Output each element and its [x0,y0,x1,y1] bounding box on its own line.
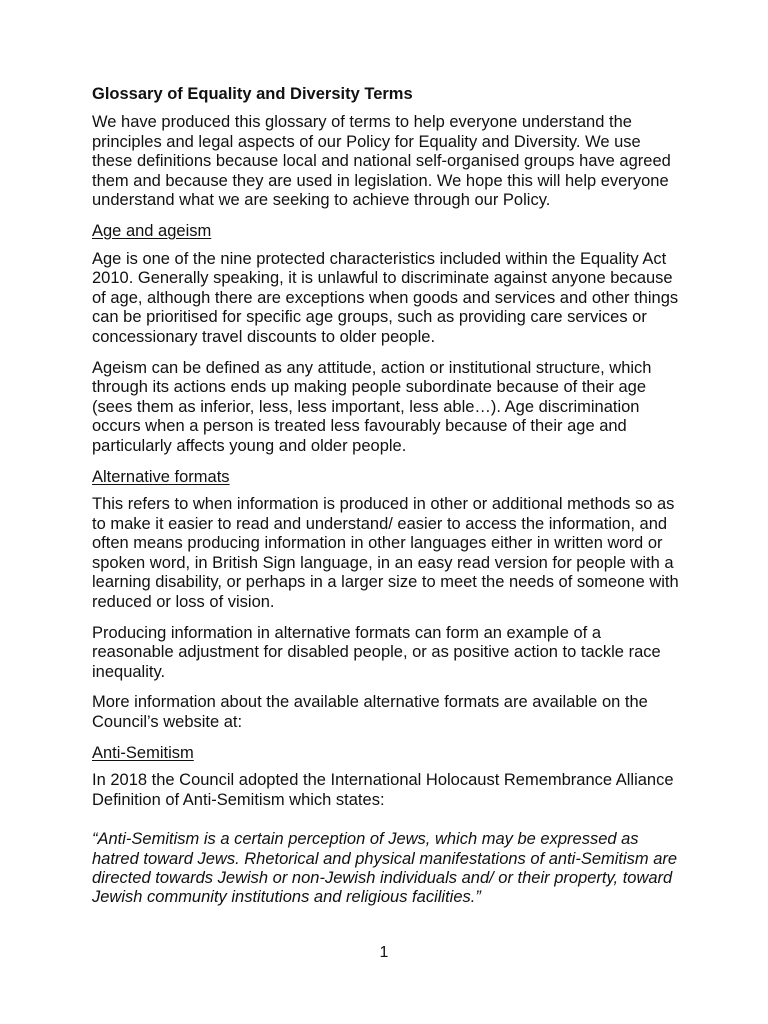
definition-quote: “Anti-Semitism is a certain perception of Jews, which may be expressed as hatred toward Jews. Rhetorical and physical manifestations of anti-Semitism are directed towards Jewish or non-Jewish individuals and/ or their property, toward Jewish community institutions and religious facilities.” [92,830,678,907]
document-title: Glossary of Equality and Diversity Terms [92,85,413,103]
document-page [92,84,680,907]
section-paragraph: More information about the available alternative formats are available on the Council’s website at: [92,693,648,732]
section-anti-semitism [92,744,680,908]
section-age-and-ageism [92,222,680,457]
section-paragraph: Age is one of the nine protected characteristics included within the Equality Act 2010. Generally speaking, it is unlawful to discriminate against anyone because of age, although there are exceptions when goods and services and other things can be prioritised for specific age groups, such as providing care services or concessionary travel discounts to older people. [92,249,679,346]
section-heading: Anti-Semitism [92,743,194,762]
section-paragraph: In 2018 the Council adopted the International Holocaust Remembrance Alliance Definition of Anti-Semitism which states: [92,771,674,809]
section-heading: Alternative formats [92,467,230,486]
section-alternative-formats [92,468,680,733]
page-number: 1 [379,944,389,961]
section-paragraph: Producing information in alternative formats can form an example of a reasonable adjustment for disabled people, or as positive action to tackle race inequality. [92,623,661,681]
section-paragraph: Ageism can be defined as any attitude, action or institutional structure, which through its actions ends up making people subordinate because of their age (sees them as inferior, less, less important, less able…). Age discrimination occurs when a person is treated less favourably because of their age and particularly affects young and older people. [92,358,652,455]
section-paragraph: This refers to when information is produced in other or additional methods so as to make it easier to read and understand/ easier to access the information, and often means producing information in other languages either in written word or spoken word, in British Sign language, in an easy read version for people with a learning disability, or perhaps in a larger size to meet the needs of someone with reduced or loss of vision. [92,495,679,612]
section-heading: Age and ageism [92,221,212,240]
intro-paragraph: We have produced this glossary of terms to help everyone understand the principles and legal aspects of our Policy for Equality and Diversity. We use these definitions because local and national self-organised groups have agreed them and because they are used in legislation. We hope this will help everyone understand what we are seeking to achieve through our Policy. [92,113,671,210]
